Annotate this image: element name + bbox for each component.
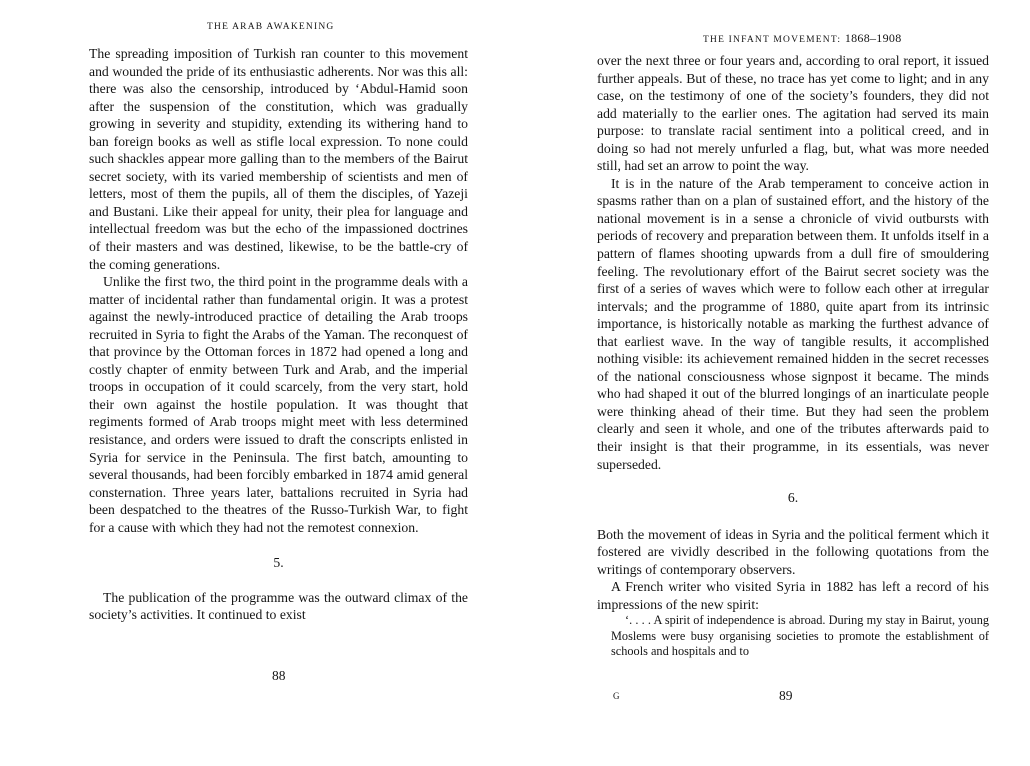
running-head-title: THE INFANT MOVEMENT: [703,35,845,45]
paragraph: Unlike the first two, the third point in the programme deals with a matter of incidental rather than fundamental origin. It was a protest against the newly-introduced practice of detailing the Arab troops recruited in Syria to fight the Arabs of the Yaman. The reconquest of that province by the Ottoman forces in 1872 had opened a long and costly chapter of enmity between Turk and Arab, and the imperial troops in occupation of it could scarcely, from the very start, hold their own against the hostile population. It was thought that regiments formed of Arab troops might meet with less determined resistance, and orders were issued to draft the conscripts enlisted in Syria for service in the Peninsula. The first batch, amounting to several thousands, had been forcibly embarked in 1874 amid general consternation. Three years later, battalions recruited in Syria had been despatched to the theatres of the Russo-Turkish War, to fight for a cause with which they had not the remotest connexion. [89,274,468,535]
paragraph: The spreading imposition of Turkish ran counter to this movement and wounded the pride of its enthusiastic adherents. Nor was this all: there was also the censorship, introduced by ‘Abdul-Hamid soon after the suspension of the constitution, which was gradually growing in severity and stupidity, extending its withering hand to ban foreign books as well as stifle local expression. To none could such shackles appear more galling than to the members of the Bairut secret society, with its varied membership of scientists and men of letters, most of them the pupils, all of them the disciples, of Yazeji and Bustani. Like their appeal for unity, their plea for language and intellectual freedom was but the echo of the impassioned doctrines of their masters and was destined, likewise, to be the battle-cry of the coming generations. [89,46,468,272]
paragraph: Both the movement of ideas in Syria and the political ferment which it fostered are vividly described in the following quotations from the writings of contemporary observers. [597,526,989,577]
paragraph: It is in the nature of the Arab temperament to conceive action in spasms rather than on a plan of sustained effort, and the history of the national movement is in a sense a chronicle of vivid outbursts with periods of recovery and preparation between them. It unfolds itself in a pattern of flames shooting upwards from a dull fire of smouldering feeling. The revolutionary effort of the Bairut secret society was the first of a series of waves which were to follow each other at irregular intervals; and the programme of 1880, quite apart from its intrinsic importance, is historically notable as marking the furthest advance of that earliest wave. In the way of tangible results, it accomplished nothing visible: its achievement remained hidden in the secret recesses of the national consciousness whose signpost it became. The minds who had shaped it out of the blurred longings of an inarticulate people were thinking ahead of their time. But they had seen the problem clearly and seen it whole, and one of the tributes afterwards paid to their insight is that their programme, in its essentials, was never superseded. [597,175,989,472]
page-number: 88 [272,668,286,683]
section-number: 5. [273,555,284,571]
paragraph: over the next three or four years and, according to oral report, it issued further appeals. But of these, no trace has yet come to light; and in any case, on the testimony of one of the society’s founders, they did not add materially to the earlier ones. The agitation had served its main purpose: to translate racial sentiment into a political creed, and in doing so had not merely unfurled a flag, but, what was more needed still, had set an arrow to point the way. [597,53,989,174]
signature-mark: G [613,691,621,701]
page-number: 89 [779,688,793,703]
right-page [515,0,1030,766]
running-head: THE ARAB AWAKENING [207,22,335,32]
quote-text: ‘. . . . A spirit of independence is abroad. During my stay in Bairut, young Moslems were busy organising societies to promote the establishment of schools and hospitals and to [611,613,989,658]
running-head-years: 1868–1908 [844,31,902,45]
paragraph: The publication of the programme was the outward climax of the society’s activities. It continued to exist [89,589,468,623]
body-text [89,45,468,624]
block-quote [597,613,989,659]
body-text [597,52,989,659]
running-head [703,31,902,46]
paragraph: A French writer who visited Syria in 1882 has left a record of his impressions of the new spirit: [597,579,989,612]
section-number: 6. [787,490,799,506]
